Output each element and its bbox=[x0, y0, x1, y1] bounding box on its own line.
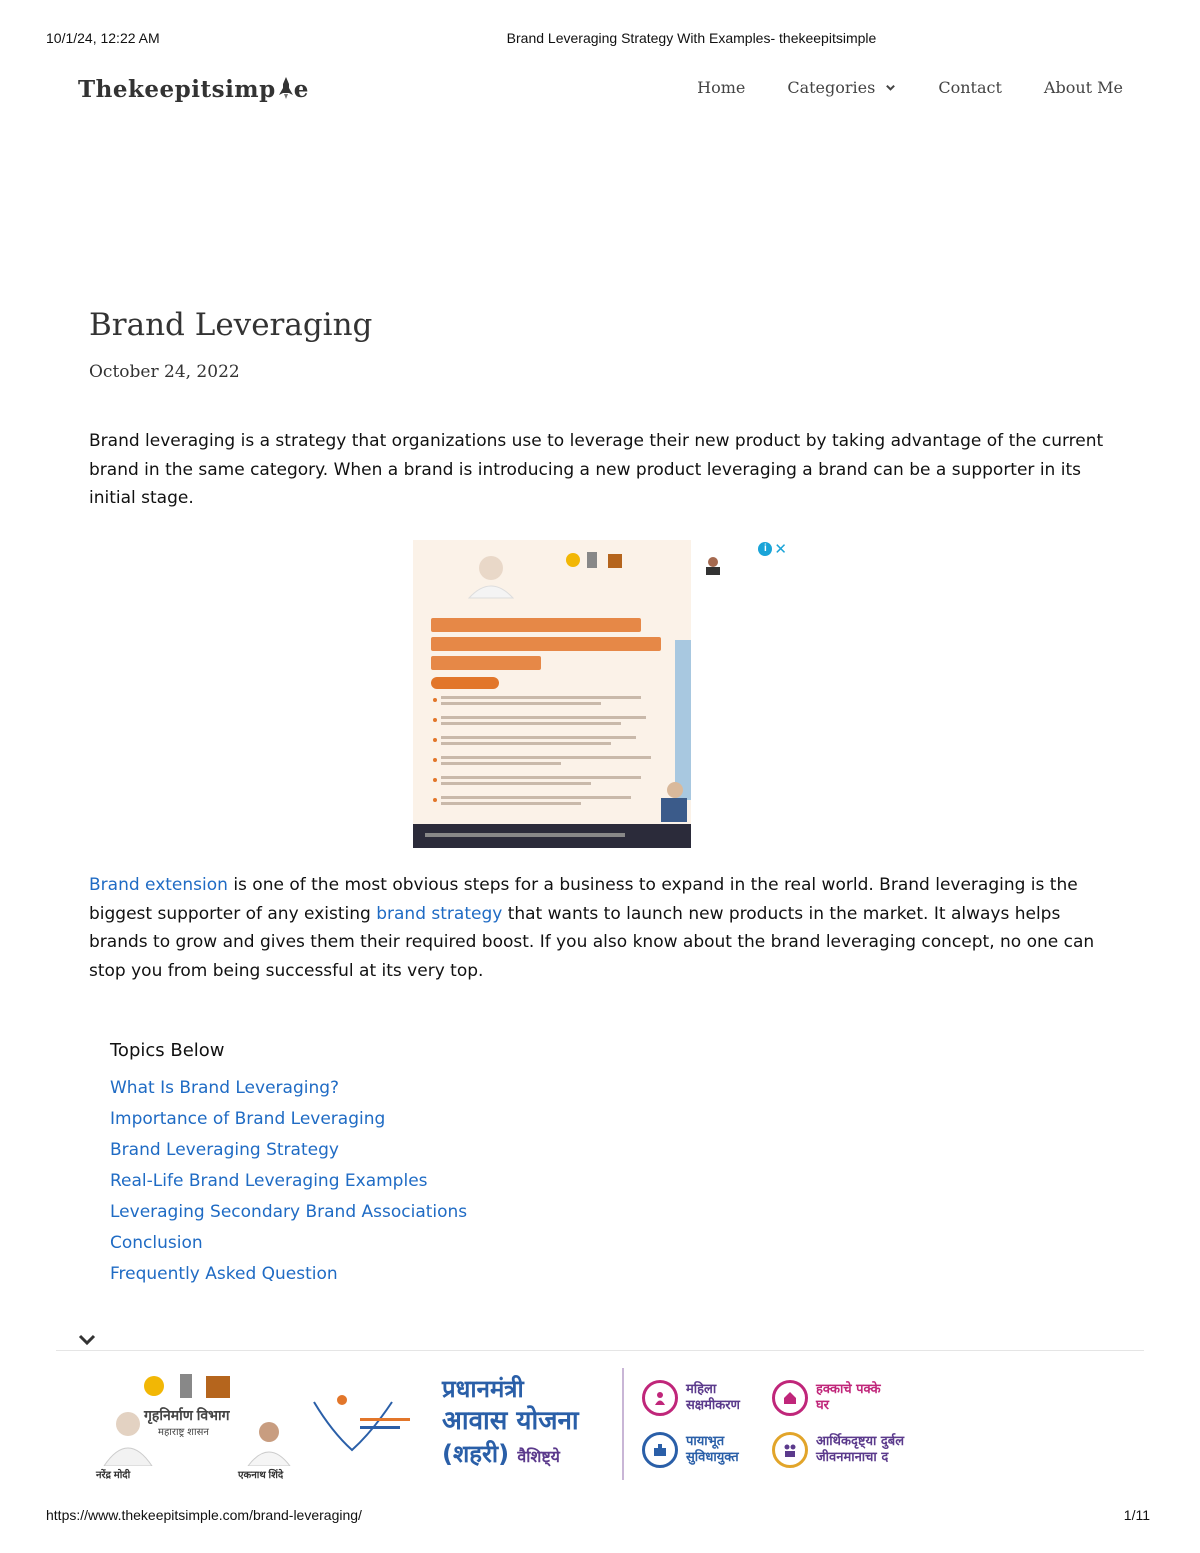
toc-link-faq[interactable]: Frequently Asked Question bbox=[110, 1264, 338, 1284]
site-logo[interactable] bbox=[78, 76, 309, 106]
toc-link-conclusion[interactable]: Conclusion bbox=[110, 1233, 203, 1253]
scheme-title bbox=[442, 1374, 579, 1473]
chevron-down-icon[interactable] bbox=[78, 1333, 96, 1347]
ad-poster[interactable] bbox=[413, 540, 691, 848]
toc-item bbox=[110, 1104, 610, 1135]
brand-extension-link[interactable]: Brand extension bbox=[89, 875, 228, 895]
print-page-number: 1/11 bbox=[1123, 1507, 1150, 1523]
chevron-down-icon bbox=[885, 82, 896, 93]
family-icon bbox=[772, 1432, 808, 1468]
avatar bbox=[703, 555, 723, 575]
nav-home-label: Home bbox=[697, 78, 746, 97]
nav-about[interactable] bbox=[1044, 78, 1123, 97]
scheme-line-3 bbox=[442, 1438, 579, 1473]
toc-item bbox=[110, 1166, 610, 1197]
scheme-line-3b: वैशिष्ट्ये bbox=[517, 1447, 560, 1466]
feature-2 bbox=[772, 1380, 896, 1416]
nav-about-label: About Me bbox=[1043, 78, 1123, 97]
woman-icon bbox=[642, 1380, 678, 1416]
logo-text: Thekeepitsimp bbox=[78, 76, 276, 103]
scheme-line-3a: (शहरी) bbox=[442, 1440, 510, 1468]
toc-link-examples[interactable]: Real-Life Brand Leveraging Examples bbox=[110, 1171, 428, 1191]
scheme-line-2: आवास योजना bbox=[442, 1406, 579, 1436]
print-datetime: 10/1/24, 12:22 AM bbox=[46, 30, 160, 46]
bottom-ad-banner[interactable] bbox=[62, 1360, 907, 1490]
toc-link-importance[interactable]: Importance of Brand Leveraging bbox=[110, 1109, 386, 1129]
rocket-icon bbox=[278, 76, 294, 106]
nav-categories-label: Categories bbox=[787, 78, 876, 97]
body-text-2: that wants to launch new products in the market. It always helps brands to grow and gives them their required boost. If you also know about the brand leveraging concept, no one can stop you from being successful at its very top. bbox=[89, 903, 1095, 981]
leader-name-1: नरेंद्र मोदी bbox=[96, 1470, 131, 1481]
toc-title: Topics Below bbox=[110, 1040, 225, 1061]
table-of-contents bbox=[110, 1040, 610, 1290]
ad-govt: महाराष्ट्र शासन bbox=[158, 1427, 209, 1438]
house-icon bbox=[772, 1380, 808, 1416]
feature-1 bbox=[642, 1380, 766, 1416]
toc-link-what-is[interactable]: What Is Brand Leveraging? bbox=[110, 1078, 340, 1098]
toc-item bbox=[110, 1197, 610, 1228]
infrastructure-icon bbox=[642, 1432, 678, 1468]
leader-portrait-2 bbox=[244, 1416, 294, 1466]
body-text-1: is one of the most obvious steps for a business to expand in the real world. Brand leveraging is the biggest supporter of any existing bbox=[89, 875, 1078, 924]
intro-paragraph: Brand leveraging is a strategy that organizations use to leverage their new product by taking advantage of the current brand in the same category. When a brand is introducing a new product leveraging a brand can be a supporter in its initial stage. bbox=[89, 431, 1104, 508]
divider bbox=[56, 1350, 1144, 1351]
feature-3 bbox=[642, 1432, 766, 1468]
toc-item bbox=[110, 1073, 610, 1104]
print-url: https://www.thekeepitsimple.com/brand-leveraging/ bbox=[46, 1507, 362, 1523]
site-header bbox=[0, 70, 1200, 120]
page-title: Brand Leveraging bbox=[89, 307, 373, 343]
feature-4-label: आर्थिकदृष्ट्या दुर्बल जीवनमानाचा द bbox=[816, 1434, 905, 1465]
body-paragraph bbox=[89, 871, 1114, 985]
close-icon[interactable]: ✕ bbox=[774, 541, 787, 558]
nav-categories[interactable] bbox=[787, 78, 896, 97]
toc-link-strategy[interactable]: Brand Leveraging Strategy bbox=[110, 1140, 339, 1160]
toc-list bbox=[110, 1073, 610, 1290]
nav-contact-label: Contact bbox=[938, 78, 1002, 97]
ad-emblems bbox=[142, 1372, 242, 1400]
feature-2-label: हक्काचे पक्के घर bbox=[816, 1382, 881, 1413]
feature-4 bbox=[772, 1432, 907, 1468]
toc-item bbox=[110, 1259, 610, 1290]
brand-strategy-link[interactable]: brand strategy bbox=[376, 903, 503, 924]
ad-poster-art bbox=[413, 540, 691, 848]
toc-link-secondary[interactable]: Leveraging Secondary Brand Associations bbox=[110, 1202, 468, 1222]
toc-item bbox=[110, 1228, 610, 1259]
leader-portrait-1 bbox=[98, 1406, 158, 1466]
feature-1-label: महिला सक्षमीकरण bbox=[686, 1382, 740, 1413]
info-icon[interactable]: i bbox=[758, 542, 772, 556]
ad-choices[interactable] bbox=[758, 540, 787, 558]
print-doc-title: Brand Leveraging Strategy With Examples- thekeepitsimple bbox=[506, 30, 877, 46]
nav-contact[interactable] bbox=[938, 78, 1002, 97]
scheme-line-1: प्रधानमंत्री bbox=[442, 1375, 524, 1403]
leader-name-2: एकनाथ शिंदे bbox=[238, 1470, 284, 1481]
main-nav bbox=[697, 78, 1123, 97]
feature-3-label: पायाभूत सुविधायुक्त bbox=[686, 1434, 739, 1465]
toc-item bbox=[110, 1135, 610, 1166]
logo-tail: e bbox=[293, 76, 309, 103]
post-date: October 24, 2022 bbox=[89, 362, 240, 382]
pmay-logo bbox=[312, 1392, 422, 1462]
ad-separator bbox=[622, 1368, 624, 1480]
ad-dept: गृहनिर्माण विभाग bbox=[144, 1407, 230, 1423]
nav-home[interactable] bbox=[697, 78, 745, 97]
advertisement-banner[interactable] bbox=[413, 540, 791, 850]
